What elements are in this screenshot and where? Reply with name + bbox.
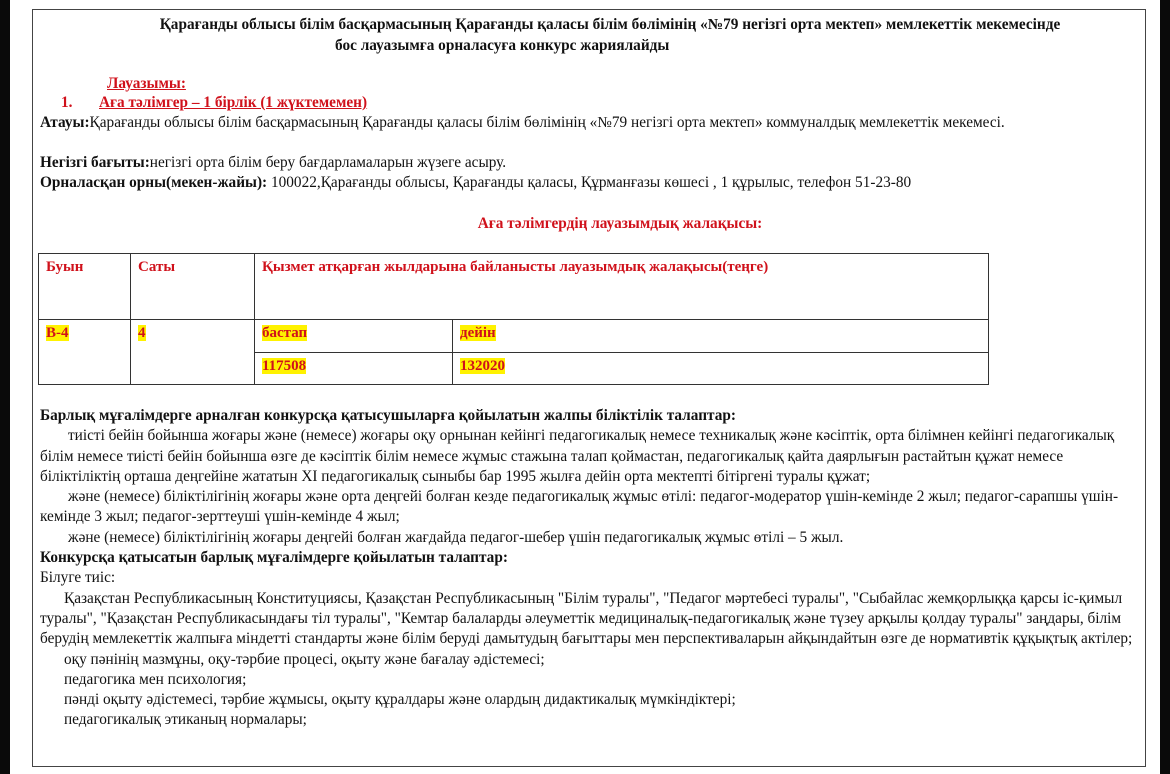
address-value: 100022,Қарағанды облысы, Қарағанды қаласы, Құрманғазы көшесі , 1 құрылыс, телефон 51-23-80 — [267, 174, 912, 191]
header-level: Саты — [131, 254, 255, 320]
salary-row-labels — [39, 320, 989, 353]
cell-level: 4 — [131, 320, 255, 385]
cell-grade: В-4 — [39, 320, 131, 385]
direction-value: негізгі орта білім беру бағдарламаларын жүзеге асыру. — [149, 154, 507, 171]
name-value: Қарағанды облысы білім басқармасының Қарағанды қаласы білім бөлімінің «№79 негізгі орта мектеп» коммуналдық мемлекеттік мекемесі. — [89, 114, 1005, 131]
direction-label: Негізгі бағыты: — [40, 154, 150, 171]
cell-from-value: 117508 — [255, 353, 453, 385]
institution-name — [40, 113, 1120, 133]
address-label: Орналасқан орны(мекен-жайы): — [40, 174, 268, 191]
left-screen-edge — [0, 0, 10, 774]
general-requirement-3: және (немесе) біліктілігінің жоғары деңгейі болған жағдайда педагог-шебер үшін педагогикалық жұмыс өтілі – 5 жыл. — [68, 528, 844, 546]
laws-paragraph: Қазақстан Республикасының Конституциясы, Қазақстан Республикасының "Білім туралы", "Педагог мәртебесі туралы", "Сыбайлас жемқорлыққа қарсы іс-қимыл туралы", "Қазақстан Республикасындағы тіл туралы", "Кемтар балаларды әлеуметтік медициналық-педагогикалық және түзеу арқылы қолдау туралы" заңдары, білім берудің мемлекеттік жалпыға міндетті стандарты және білім беруді дамытудың бағыттары мен перспективаларын айқындайтын өзге де нормативтік құқықтық актілер; — [40, 589, 1133, 648]
salary-title: Аға тәлімгердің лауазымдық жалақысы: — [477, 215, 763, 232]
position-number: 1. — [61, 94, 73, 111]
positions-heading: Лауазымы: — [107, 75, 186, 92]
document-page — [32, 9, 1146, 767]
knowledge-item: педагогикалық этиканың нормалары; — [64, 711, 307, 729]
cell-to-label: дейін — [453, 320, 989, 353]
main-direction — [40, 153, 1120, 173]
knowledge-item: пәнді оқыту әдістемесі, тәрбие жұмысы, оқыту құралдары және олардың дидактикалық мүмкіндіктері; — [64, 691, 736, 709]
title-line-1: Қарағанды облысы білім басқармасының Қарағанды қаласы білім бөлімінің «№79 негізгі орта мектеп» мемлекеттік мекемесінде — [159, 16, 1061, 33]
cell-to-value: 132020 — [453, 353, 989, 385]
title-line-2: бос лауазымға орналасуға конкурс жариялайды — [335, 37, 670, 54]
general-requirements-heading: Барлық мұғалімдерге арналған конкурсқа қатысушыларға қойылатын жалпы біліктілік талаптар: — [40, 407, 736, 424]
position-item — [61, 94, 367, 112]
cell-from-label: бастап — [255, 320, 453, 353]
right-screen-edge — [1160, 0, 1170, 774]
name-label: Атауы: — [40, 114, 90, 131]
salary-table — [38, 253, 989, 385]
document-title — [33, 14, 1146, 56]
knowledge-item: оқу пәнінің мазмұны, оқу-тәрбие процесі, оқыту және бағалау әдістемесі; — [64, 650, 545, 668]
header-grade: Буын — [39, 254, 131, 320]
knowledge-item: педагогика мен психология; — [64, 670, 247, 688]
header-salary: Қызмет атқарған жылдарына байланысты лауазымдық жалақысы(теңге) — [255, 254, 989, 320]
all-teachers-heading: Конкурсқа қатысатын барлық мұғалімдерге қойылатын талаптар: — [40, 549, 508, 567]
general-requirement-2: және (немесе) біліктілігінің жоғары және орта деңгейі болған кезде педагогикалық жұмыс өтілі: педагог-модератор үшін-кемінде 2 жыл; педагог-сарапшы үшін-кемінде 3 жыл; педагог-зерттеуші үшін-кемінде 4 жыл; — [40, 488, 1119, 526]
general-requirement-1: тиісті бейін бойынша жоғары және (немесе) жоғары оқу орнынан кейінгі педагогикалық немесе техникалық және кәсіптік, орта білімнен кейінгі педагогикалық білім немесе тиісті бейін бойынша өзге де кәсіптік білім немесе жұмыс стажына талап қоймастан, педагогикалық қайта даярлығын растайтын құжат немесе біліктіліктің орташа деңгейіне жататын XI педагогикалық сыныбы бар 1995 жылға дейін орта мектепті бітіргені туралы құжат; — [40, 427, 1115, 485]
requirements-section — [40, 406, 1140, 731]
must-know-label: Білуге тиіс: — [40, 569, 116, 587]
position-text: Аға тәлімгер – 1 бірлік (1 жүктемемен) — [99, 94, 368, 111]
address — [40, 173, 1140, 193]
salary-header-row — [39, 254, 989, 320]
